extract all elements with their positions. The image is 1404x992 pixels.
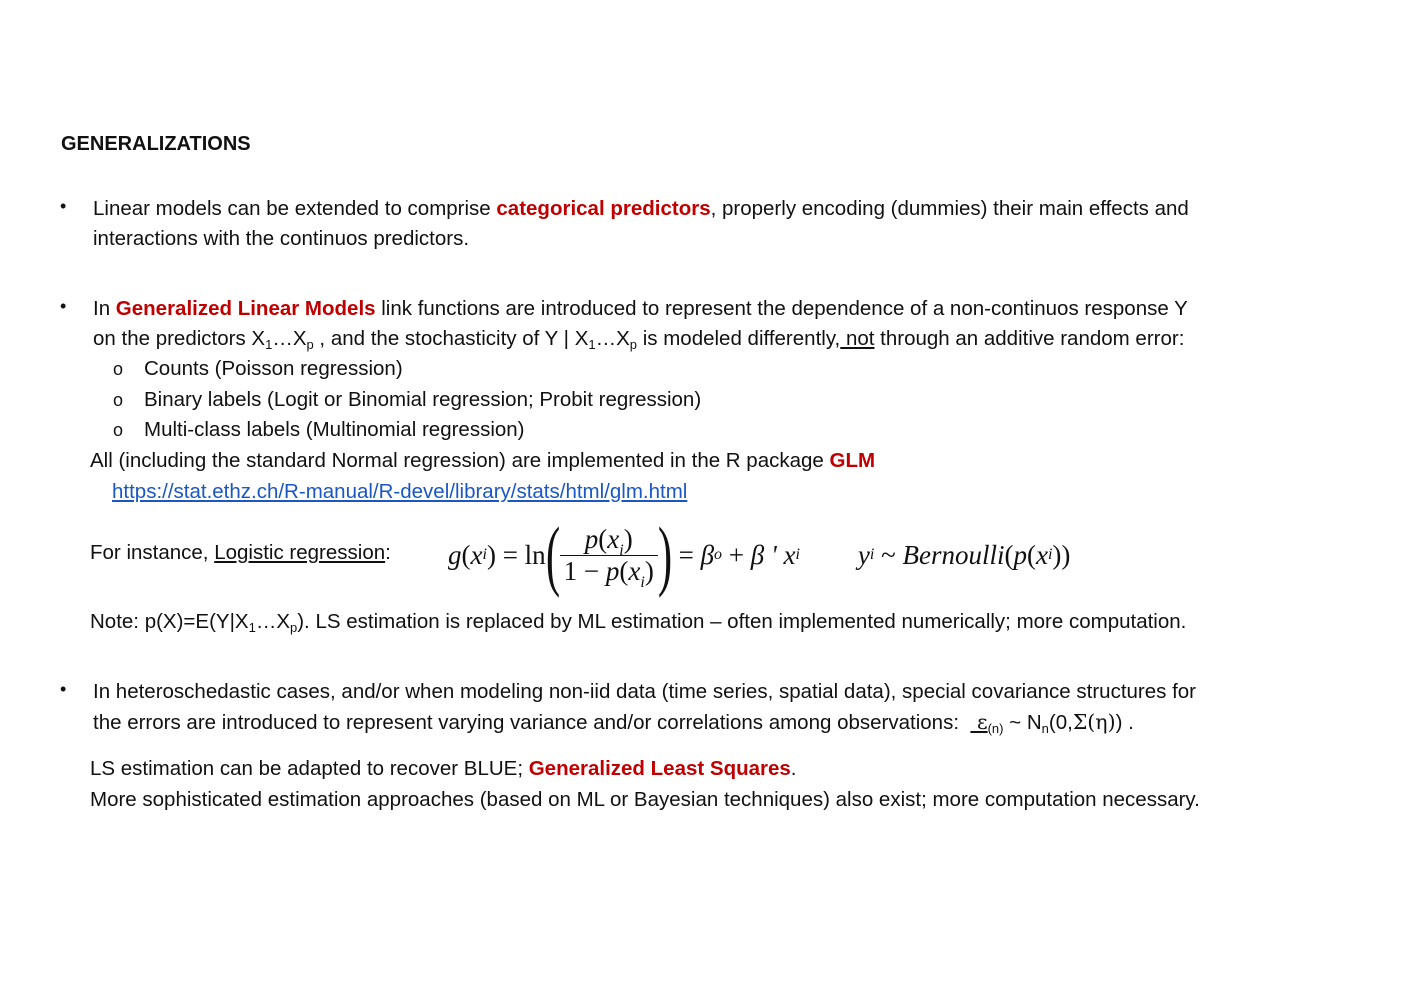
text: LS estimation can be adapted to recover BLUE; xyxy=(90,757,529,780)
underlined-logistic-regression: Logistic regression xyxy=(214,541,386,564)
highlight-gls: Generalized Least Squares xyxy=(528,757,791,780)
bullet-3: • xyxy=(60,679,67,699)
text: , properly encoding (dummies) their main effects and xyxy=(710,197,1189,220)
formula-denominator: $1 - p(x_i)$ xyxy=(560,555,658,587)
subscript: (n) xyxy=(987,721,1004,736)
sub-bullet-3: o xyxy=(113,420,124,440)
formula-ln: ln xyxy=(524,539,546,570)
highlight-categorical-predictors: categorical predictors xyxy=(496,197,711,220)
list-item: Multi-class labels (Multinomial regression) xyxy=(144,418,525,441)
text: …X xyxy=(255,610,290,633)
paragraph-3-line-1: In heteroschedastic cases, and/or when modeling non-iid data (time series, spatial data), special covariance structures for xyxy=(93,680,1197,703)
glm-docs-link[interactable]: https://stat.ethz.ch/R-manual/R-devel/library/stats/html/glm.html xyxy=(112,480,688,503)
list-item: Counts (Poisson regression) xyxy=(144,357,403,380)
subscript: 1 xyxy=(588,337,596,352)
list-item: Binary labels (Logit or Binomial regression; Probit regression) xyxy=(144,388,702,411)
formula-tilde: ~ xyxy=(881,539,896,570)
formula-right-paren: ) xyxy=(657,511,672,598)
bullet-2: • xyxy=(60,296,67,316)
sigma-eta: Σ(η) xyxy=(1072,710,1116,734)
subscript: p xyxy=(306,337,314,352)
paragraph-1-line-2: interactions with the continuos predictors. xyxy=(93,227,470,250)
text: on the predictors X xyxy=(93,327,266,350)
formula-x: x xyxy=(470,539,483,570)
formula-x: x xyxy=(607,523,620,554)
formula-plus: + xyxy=(728,539,744,570)
formula-equals: = xyxy=(678,539,694,570)
formula-p: p xyxy=(1013,539,1027,570)
subscript: p xyxy=(290,620,298,635)
paragraph-3-line-2 xyxy=(93,707,1134,738)
text: through an additive random error: xyxy=(874,327,1185,350)
text: ). LS estimation is replaced by ML estimation – often implemented numerically; more computation. xyxy=(297,610,1187,633)
formula-p: p xyxy=(605,555,620,586)
epsilon-symbol xyxy=(970,710,987,734)
text: , and the stochasticity of Y | X xyxy=(313,327,589,350)
formula-beta: β xyxy=(700,539,715,570)
page-title: GENERALIZATIONS xyxy=(61,133,251,155)
bullet-1: • xyxy=(60,196,67,216)
more-line: More sophisticated estimation approaches (based on ML or Bayesian techniques) also exist; more computation necessary. xyxy=(90,788,1200,811)
formula-p: p xyxy=(584,523,599,554)
text: . xyxy=(790,757,797,780)
paragraph-2-line-2 xyxy=(93,324,1184,354)
text: …X xyxy=(595,327,630,350)
text: ~ N xyxy=(1003,711,1042,734)
formula-equals: = xyxy=(502,539,518,570)
formula-sub-i: i xyxy=(640,573,645,591)
formula-numerator: $p(x_i)$ xyxy=(584,523,633,559)
highlight-glm-package: GLM xyxy=(829,449,876,472)
epsilon: ε xyxy=(976,710,988,734)
formula-x: x xyxy=(628,555,641,586)
paragraph-1-line-1 xyxy=(93,194,1189,224)
formula-one-minus: 1 − xyxy=(563,555,600,586)
note-line xyxy=(90,607,1186,637)
text: All (including the standard Normal regression) are implemented in the R package xyxy=(90,449,830,472)
underlined-not: not xyxy=(840,327,875,350)
text: link functions are introduced to represent the dependence of a non-continuos response Y xyxy=(375,297,1188,320)
formula-left-paren: ( xyxy=(545,511,560,598)
text: (0, xyxy=(1048,711,1073,734)
subscript: p xyxy=(629,337,638,352)
text: …X xyxy=(272,327,307,350)
text: is modeled differently, xyxy=(637,327,841,350)
sub-bullet-1: o xyxy=(113,359,124,379)
formula-fraction xyxy=(560,523,658,591)
text: the errors are introduced to represent varying variance and/or correlations among observations: xyxy=(93,711,960,734)
subscript: 1 xyxy=(265,337,273,352)
formula-sub-i: i xyxy=(619,541,624,559)
paragraph-2-line-1 xyxy=(93,294,1188,324)
text: : xyxy=(385,541,391,564)
formula-y: y xyxy=(857,539,870,570)
text: For instance, xyxy=(90,541,215,564)
text: In xyxy=(93,297,116,320)
subscript: n xyxy=(1041,721,1049,736)
formula-g: g xyxy=(448,539,462,570)
formula-bernoulli: Bernoulli xyxy=(902,539,1005,570)
formula-x: x xyxy=(783,539,796,570)
formula-x: x xyxy=(1035,539,1048,570)
subscript: 1 xyxy=(248,620,256,635)
gls-line xyxy=(90,754,797,784)
text: Linear models can be extended to comprise xyxy=(93,197,497,220)
sub-bullet-2: o xyxy=(113,390,124,410)
logistic-intro xyxy=(90,538,391,568)
highlight-glm: Generalized Linear Models xyxy=(115,297,376,320)
text: ) . xyxy=(1115,711,1134,734)
formula-beta-prime: β ' xyxy=(750,539,777,570)
logistic-formula: g ( x i ) = ln ( $\frac{p(x_i)}{1 - p(x_i)}$ ) = β o + β ' x i y i ~ Bernoulli ( p ( x i )) xyxy=(448,511,1071,598)
text: Note: p(X)=E(Y|X xyxy=(90,610,249,633)
glm-package-line xyxy=(90,446,875,476)
